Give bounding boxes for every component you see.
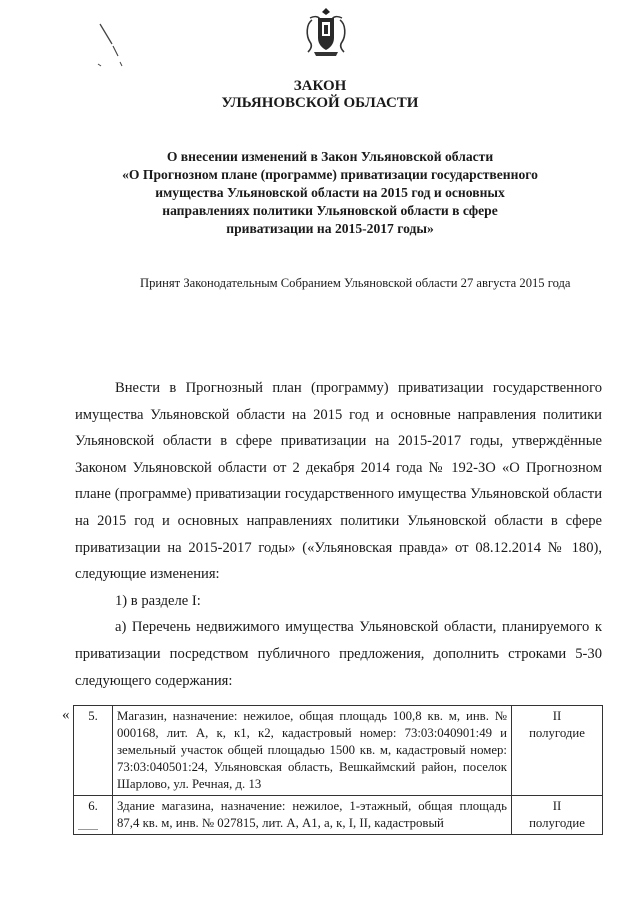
- period-label: полугодие: [529, 726, 585, 740]
- period-half: II: [552, 709, 562, 723]
- law-title: [60, 148, 600, 238]
- period-label: полугодие: [529, 816, 585, 830]
- row-description: Здание магазина, назначение: нежилое, 1-этажный, общая площадь 87,4 кв. м, инв. № 027815, лит. А, А1, а, к, I, II, кадастровый: [113, 796, 512, 835]
- law-title-line2: «О Прогнозном плане (программе) приватизации государственного: [122, 167, 538, 182]
- row-number: 5.: [74, 706, 113, 796]
- paragraph-section: 1) в разделе I:: [115, 592, 201, 609]
- paragraph-amendments: Внести в Прогнозный план (программу) приватизации государственного имущества Ульяновской области на 2015 год и основные направления политики Ульяновской области в сфере приватизации на 2015-2017 годы, утверждённые Законом Ульяновской области от 2 декабря 2014 года № 192-ЗО «О Прогнозном плане (программе) приватизации государственного имущества Ульяновской области на 2015 год и основных направлениях политики Ульяновской области в сфере приватизации на 2015-2017 годы» («Ульяновская правда» от 08.12.2014 № 180), следующие изменения:: [75, 380, 602, 583]
- coat-of-arms-icon: [304, 6, 348, 58]
- open-quote-mark: «: [62, 707, 70, 723]
- row-period: [512, 796, 603, 835]
- law-heading-line1: ЗАКОН: [293, 78, 347, 94]
- row-description: Магазин, назначение: нежилое, общая площадь 100,8 кв. м, инв. № 000168, лит. А, к, к1, к2, кадастровый номер: 73:03:040901:49 и земельный участок общей площадью 1500 кв. м, кадастровый номер: 73:03:040501:24, Ульяновская область, Вешкаймский район, поселок Шарлово, ул. Речная, д. 13: [113, 706, 512, 796]
- table-row: [74, 796, 603, 835]
- margin-mark: [96, 22, 126, 70]
- law-title-line1: О внесении изменений в Закон Ульяновской области: [166, 149, 494, 164]
- adoption-note: Принят Законодательным Собранием Ульяновской области 27 августа 2015 года: [140, 276, 571, 290]
- row-number: 6.: [74, 796, 113, 835]
- footnote-divider: [78, 829, 98, 830]
- period-half: II: [552, 799, 562, 813]
- table-row: [74, 706, 603, 796]
- row-period: [512, 706, 603, 796]
- property-table: [73, 705, 603, 835]
- law-header: [0, 78, 640, 112]
- law-heading-line2: УЛЬЯНОВСКОЙ ОБЛАСТИ: [221, 95, 419, 111]
- law-title-line3: имущества Ульяновской области на 2015 год и основных: [155, 185, 505, 200]
- paragraph-list: а) Перечень недвижимого имущества Ульяновской области, планируемого к приватизации посредством публичного предложения, дополнить строками 5-30 следующего содержания:: [75, 619, 602, 689]
- body-text: [75, 375, 602, 694]
- law-title-line4: направлениях политики Ульяновской области в сфере: [162, 203, 498, 218]
- law-title-line5: приватизации на 2015-2017 годы»: [226, 221, 434, 236]
